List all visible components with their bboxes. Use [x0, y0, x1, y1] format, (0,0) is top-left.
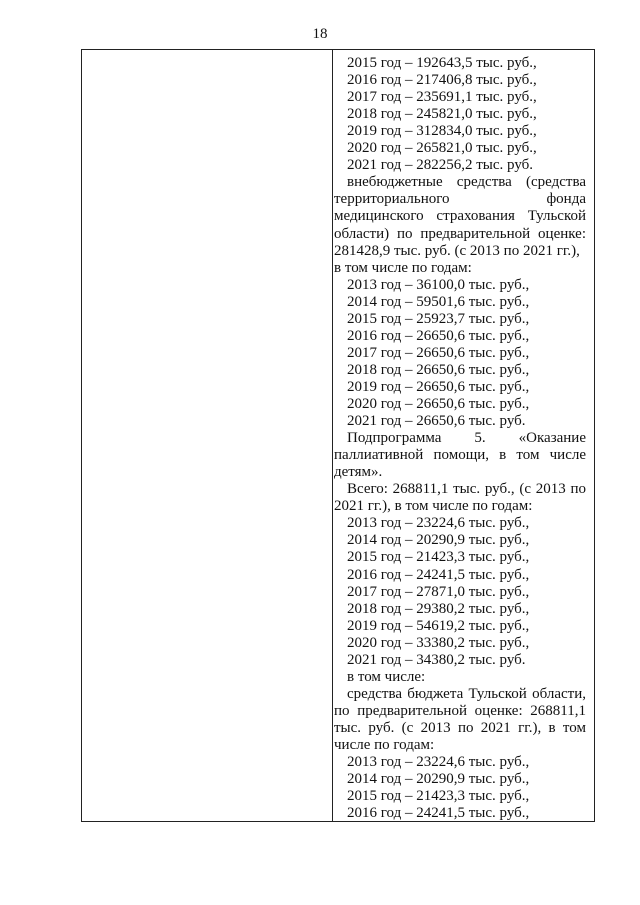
- page-number: 18: [312, 26, 328, 42]
- text-line: 2016 год – 26650,6 тыс. руб.,: [347, 327, 530, 344]
- text-line: территориального фонда: [334, 191, 586, 208]
- text-line: 2015 год – 21423,3 тыс. руб.,: [347, 549, 530, 566]
- text-line: 2021 год – 34380,2 тыс. руб.: [347, 651, 526, 668]
- text-line: по предварительной оценке: 268811,1: [334, 702, 586, 719]
- text-line: 281428,9 тыс. руб. (с 2013 по 2021 гг.),: [334, 242, 580, 259]
- text-line: детям».: [334, 464, 383, 481]
- text-line: 2015 год – 192643,5 тыс. руб.,: [347, 55, 537, 71]
- text-line: 2017 год – 235691,1 тыс. руб.,: [347, 89, 537, 106]
- text-line: области) по предварительной оценке:: [334, 225, 586, 242]
- text-line: Всего: 268811,1 тыс. руб., (с 2013 по: [347, 481, 586, 498]
- text-line: 2020 год – 26650,6 тыс. руб.,: [347, 396, 530, 412]
- text-line: 2021 год – 282256,2 тыс. руб.: [347, 157, 534, 174]
- funding-text-column: [333, 50, 594, 821]
- text-line: 2013 год – 23224,6 тыс. руб.,: [347, 754, 530, 771]
- text-line: средства бюджета Тульской области,: [347, 685, 586, 702]
- text-line: 2016 год – 24241,5 тыс. руб.,: [347, 805, 530, 821]
- text-line: тыс. руб. (с 2013 по 2021 гг.), в том: [334, 719, 586, 736]
- text-line: 2013 год – 36100,0 тыс. руб.,: [347, 276, 530, 293]
- text-line: 2019 год – 54619,2 тыс. руб.,: [347, 617, 530, 634]
- text-line: числе по годам:: [334, 737, 435, 753]
- text-line: 2013 год – 23224,6 тыс. руб.,: [347, 515, 530, 532]
- text-line: 2021 гг.), в том числе по годам:: [334, 498, 533, 515]
- text-line: 2014 год – 20290,9 тыс. руб.,: [347, 771, 530, 788]
- text-line: 2019 год – 312834,0 тыс. руб.,: [347, 123, 537, 140]
- text-line: 2014 год – 59501,6 тыс. руб.,: [347, 293, 530, 310]
- text-line: 2020 год – 265821,0 тыс. руб.,: [347, 140, 537, 157]
- text-line: 2016 год – 24241,5 тыс. руб.,: [347, 566, 530, 583]
- text-line: паллиативной помощи, в том числе: [334, 447, 586, 464]
- text-line: 2019 год – 26650,6 тыс. руб.,: [347, 378, 530, 395]
- text-line: внебюджетные средства (средства: [347, 174, 586, 191]
- text-line: 2018 год – 26650,6 тыс. руб.,: [347, 361, 530, 378]
- text-line: 2018 год – 29380,2 тыс. руб.,: [347, 600, 530, 617]
- text-line: 2015 год – 25923,7 тыс. руб.,: [347, 310, 530, 327]
- text-line: 2018 год – 245821,0 тыс. руб.,: [347, 106, 537, 123]
- text-line: 2017 год – 26650,6 тыс. руб.,: [347, 344, 530, 361]
- text-line: 2016 год – 217406,8 тыс. руб.,: [347, 72, 537, 89]
- text-line: Подпрограмма 5. «Оказание: [347, 430, 586, 447]
- text-line: 2021 год – 26650,6 тыс. руб.: [347, 413, 526, 430]
- text-line: в том числе по годам:: [334, 259, 472, 276]
- text-line: в том числе:: [347, 668, 426, 685]
- text-line: медицинского страхования Тульской: [334, 208, 586, 225]
- funding-table: [81, 49, 595, 822]
- text-line: 2020 год – 33380,2 тыс. руб.,: [347, 634, 530, 651]
- text-line: 2015 год – 21423,3 тыс. руб.,: [347, 788, 530, 805]
- text-line: 2014 год – 20290,9 тыс. руб.,: [347, 532, 530, 549]
- text-line: 2017 год – 27871,0 тыс. руб.,: [347, 583, 530, 600]
